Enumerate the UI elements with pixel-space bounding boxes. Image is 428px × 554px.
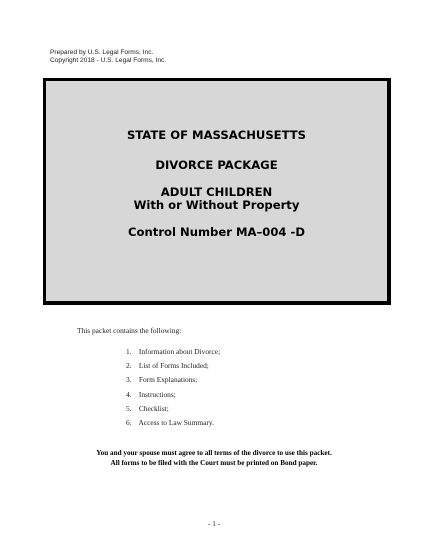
- item-number: 4.: [126, 389, 132, 399]
- list-item: [126, 390, 220, 404]
- copyright-text: Copyright 2018 - U.S. Legal Forms, Inc.: [50, 57, 167, 65]
- page-number: - 1 -: [208, 520, 220, 528]
- item-number: 1.: [126, 347, 132, 356]
- subtitle-adult-children: ADULT CHILDREN: [160, 185, 273, 199]
- package-title: DIVORCE PACKAGE: [155, 158, 278, 172]
- contents-intro: This packet contains the following:: [77, 326, 182, 335]
- list-item: [126, 404, 220, 418]
- preparer-header: [50, 49, 166, 66]
- agreement-notice: You and your spouse must agree to all terms of the divorce to use this packet.: [96, 449, 332, 457]
- contents-list: [126, 347, 220, 432]
- item-number: 2.: [126, 361, 132, 371]
- item-label: List of Forms Included;: [138, 361, 209, 371]
- list-item: [126, 375, 220, 389]
- item-number: 6.: [126, 417, 132, 427]
- list-item: [126, 418, 220, 432]
- list-item: [126, 347, 220, 361]
- item-label: Form Explanations;: [138, 375, 198, 385]
- control-number: Control Number MA–004 -D: [128, 225, 305, 239]
- bond-paper-notice: All forms to be filed with the Court must be printed on Bond paper.: [110, 459, 318, 467]
- cover-title-box: [43, 78, 391, 305]
- subtitle-property: With or Without Property: [133, 198, 300, 212]
- state-title: STATE OF MASSACHUSETTS: [126, 128, 307, 142]
- prepared-by-text: Prepared by U.S. Legal Forms, Inc.: [50, 49, 154, 56]
- list-item: [126, 361, 220, 375]
- item-label: Checklist;: [138, 403, 169, 413]
- item-number: 3.: [126, 375, 132, 385]
- item-number: 5.: [126, 403, 132, 413]
- item-label: Access to Law Summary.: [138, 417, 214, 427]
- item-label: Information about Divorce;: [138, 347, 221, 356]
- item-label: Instructions;: [138, 389, 176, 399]
